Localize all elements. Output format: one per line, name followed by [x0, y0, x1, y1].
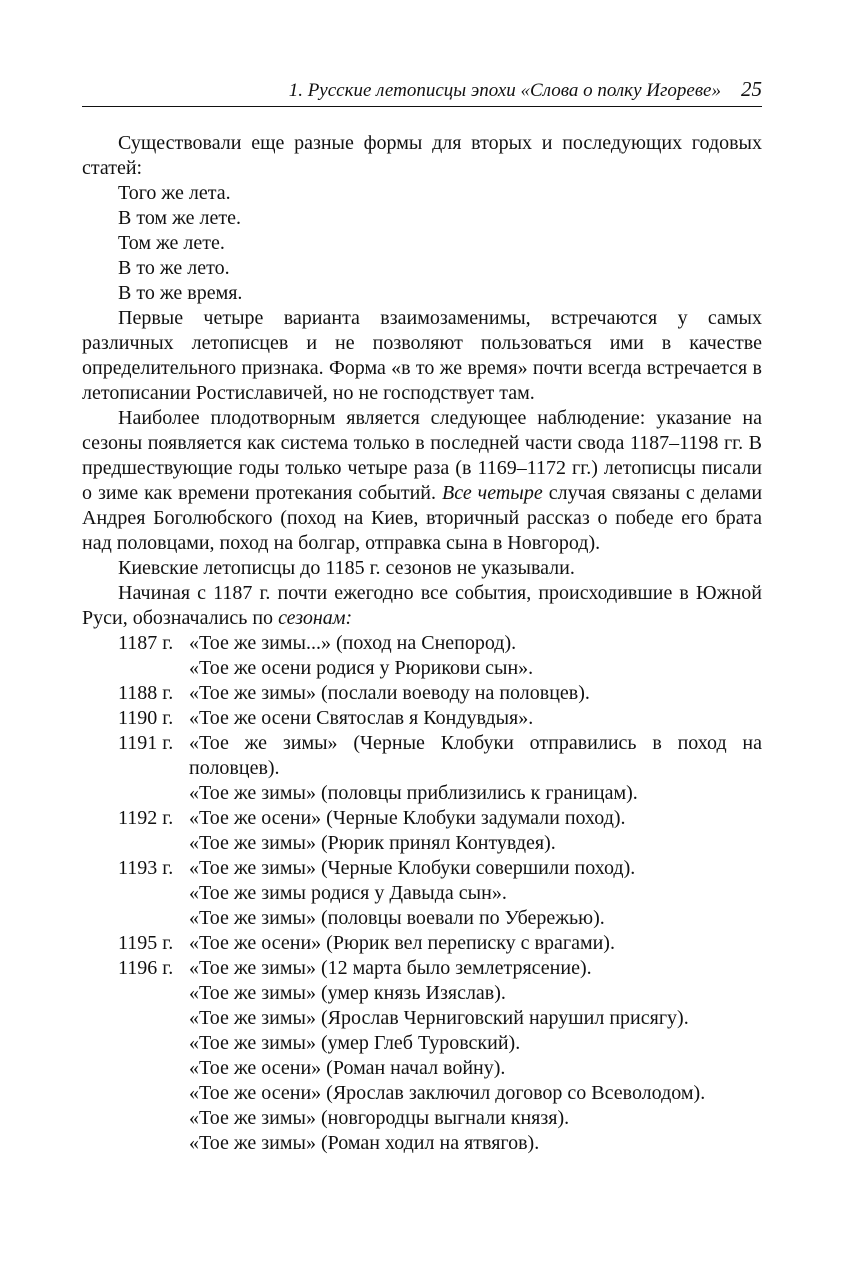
entry-quote: «Тое же осени» (Рюрик вел переписку с врагами). [189, 932, 615, 954]
entry-quote: «Тое же зимы» (половцы приблизились к границам). [189, 782, 638, 804]
chronicle-entry [82, 731, 762, 781]
formula-line: Того же лета. [118, 182, 231, 204]
paragraph-3 [82, 406, 762, 556]
paragraph-3-text: Наиболее плодотворным является следующее наблюдение: указание на сезоны появляется как система только в последней части свода 1187–1198 гг. В предшествующие годы только четыре раза (в 1169–1172 гг.) летописцы писали о зиме как времени протекания событий. [82, 407, 762, 504]
entry-year: 1188 г. [118, 682, 174, 704]
chronicle-entry [82, 931, 762, 956]
formula-line: Том же лете. [118, 232, 225, 254]
entry-quote: «Тое же зимы» (половцы воевали по Убережью). [189, 907, 605, 929]
chronicle-entry [82, 806, 762, 831]
formula-line: В то же лето. [118, 257, 230, 279]
chronicle-entry [82, 706, 762, 731]
entry-year: 1190 г. [118, 707, 174, 729]
entry-quote: «Тое же зимы» (умер князь Изяслав). [189, 982, 506, 1004]
entry-quote: «Тое же зимы...» (поход на Снепород). [189, 632, 517, 654]
entry-year: 1196 г. [118, 957, 174, 979]
page-number: 25 [741, 77, 762, 101]
entry-quote: «Тое же зимы» (Рюрик принял Контувдея). [189, 832, 556, 854]
entry-year: 1191 г. [118, 732, 174, 754]
entry-quote: «Тое же зимы» (12 марта было землетрясение). [189, 957, 592, 979]
entry-quote: «Тое же осени» (Роман начал войну). [189, 1057, 506, 1079]
entry-quote: «Тое же осени родися у Рюрикови сын». [189, 657, 534, 679]
paragraph-5-text: Начиная с 1187 г. почти ежегодно все события, происходившие в Южной Руси, обозначались по [82, 582, 762, 629]
chronicle-entry [82, 681, 762, 706]
page-body [82, 131, 762, 1156]
paragraph-3-emphasis: Все четыре [441, 482, 543, 504]
entry-quote: «Тое же зимы» (новгородцы выгнали князя). [189, 1107, 570, 1129]
entry-quote: «Тое же осени» (Ярослав заключил договор со Всеволодом). [189, 1082, 706, 1104]
paragraph-3-tail: случая связаны с делами Андрея Боголюбского (поход на Киев, вторичный рассказ о победе его брата над половцами, поход на болгар, отправка сына в Новгород). [82, 482, 763, 554]
running-header [82, 78, 762, 107]
entry-year: 1195 г. [118, 932, 174, 954]
paragraph-4: Киевские летописцы до 1185 г. сезонов не указывали. [118, 557, 575, 579]
entry-quote: «Тое же зимы» (Черные Клобуки совершили поход). [189, 857, 636, 879]
chronicle-entry [82, 956, 762, 981]
paragraph-5-emphasis: сезонам: [278, 607, 353, 629]
entry-quote: «Тое же осени Святослав я Кондувдыя». [189, 707, 534, 729]
paragraph-5 [82, 581, 762, 631]
entry-quote: «Тое же зимы» (умер Глеб Туровский). [189, 1032, 521, 1054]
entry-year: 1193 г. [118, 857, 174, 879]
entry-year: 1187 г. [118, 632, 174, 654]
entry-quote: «Тое же зимы» (Черные Клобуки отправились в поход на половцев). [189, 732, 762, 779]
formula-line: В том же лете. [118, 207, 241, 229]
paragraph-1: Существовали еще разные формы для вторых и последующих годовых статей: [82, 132, 762, 179]
chronicle-entry [82, 631, 762, 656]
entry-quote: «Тое же зимы родися у Давыда сын». [189, 882, 507, 904]
formula-line: В то же время. [118, 282, 243, 304]
running-title: 1. Русские летописцы эпохи «Слова о полку Игореве» [288, 80, 721, 101]
entry-quote: «Тое же осени» (Черные Клобуки задумали поход). [189, 807, 626, 829]
paragraph-2: Первые четыре варианта взаимозаменимы, встречаются у самых различных летописцев и не позволяют пользоваться ими в качестве определительного признака. Форма «в то же время» почти всегда встречается в летописании Ростиславичей, но не господствует там. [82, 307, 762, 404]
entry-quote: «Тое же зимы» (послали воеводу на половцев). [189, 682, 590, 704]
entry-quote: «Тое же зимы» (Ярослав Черниговский нарушил присягу). [189, 1007, 689, 1029]
entry-quote: «Тое же зимы» (Роман ходил на ятвягов). [189, 1132, 540, 1154]
entry-year: 1192 г. [118, 807, 174, 829]
chronicle-entry [82, 856, 762, 881]
